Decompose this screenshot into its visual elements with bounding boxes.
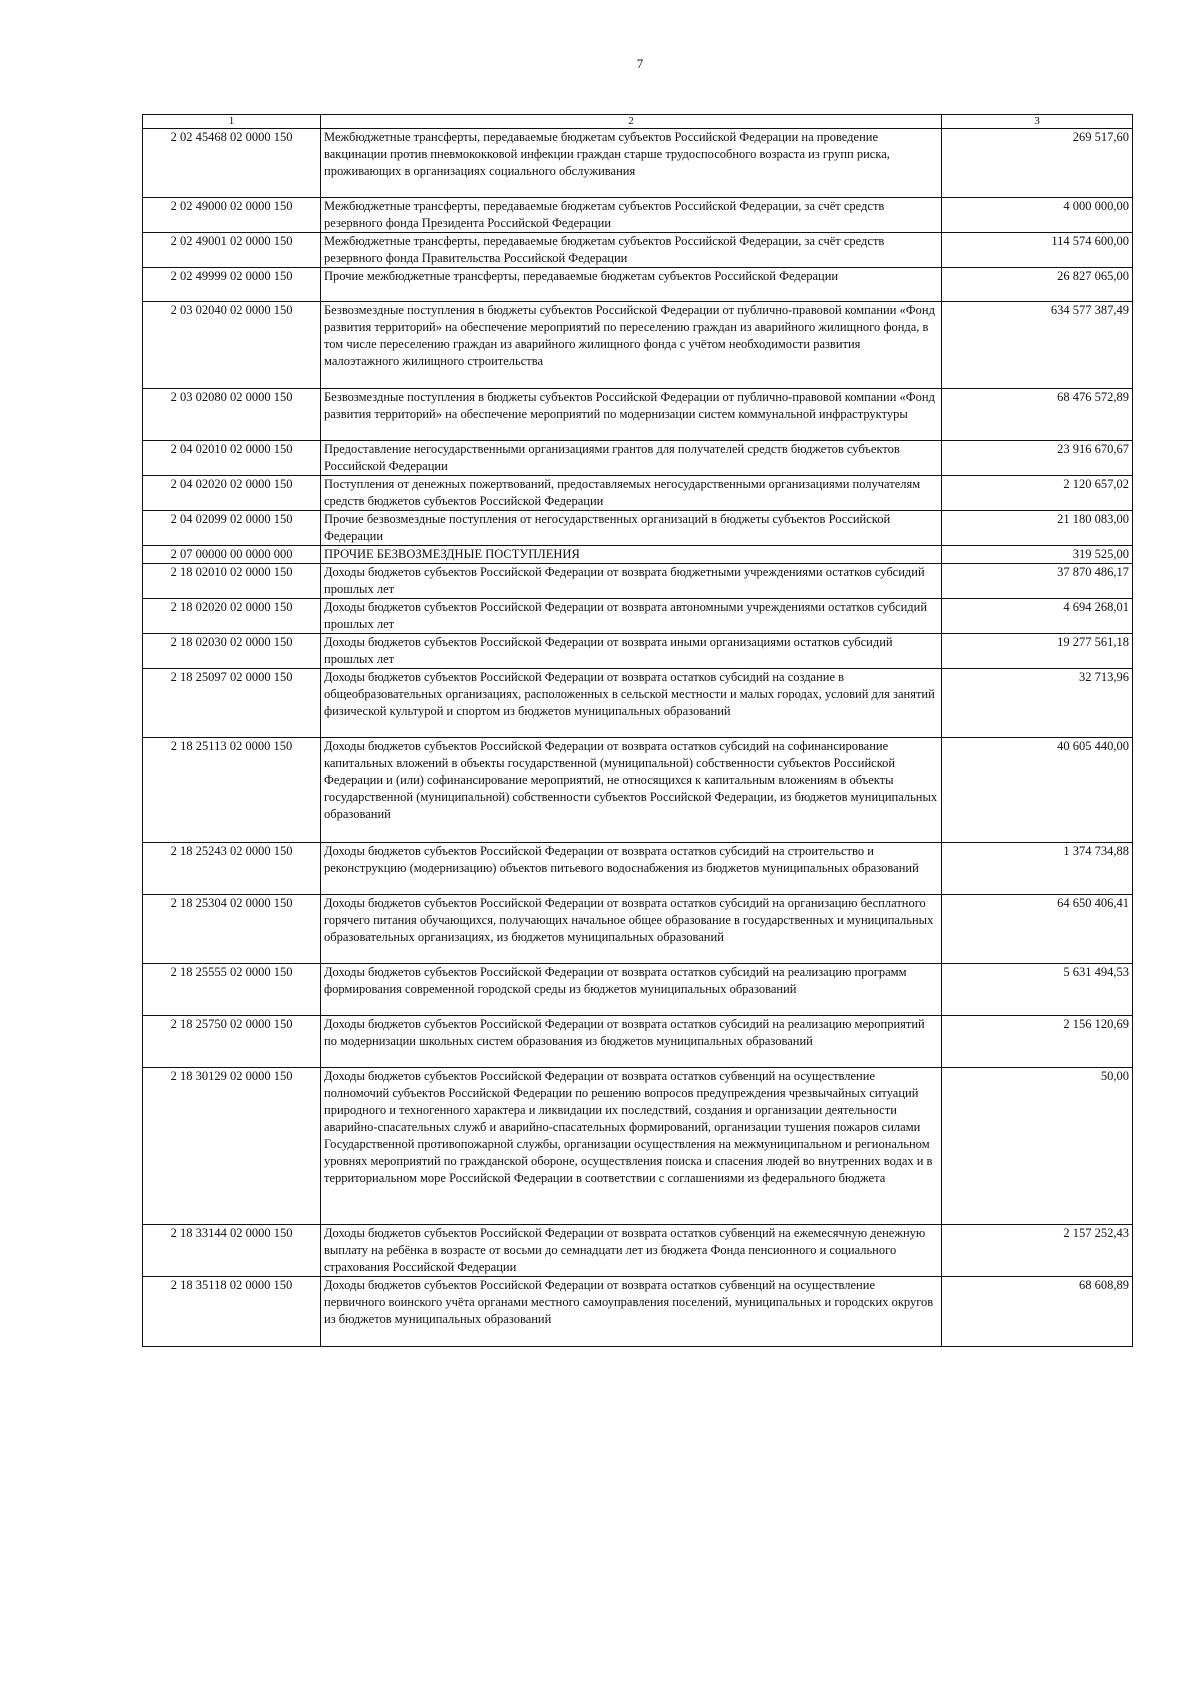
amount-cell: 50,00 (942, 1068, 1133, 1225)
amount-cell: 2 156 120,69 (942, 1016, 1133, 1068)
budget-code-cell: 2 18 25097 02 0000 150 (143, 669, 321, 738)
description-cell: Доходы бюджетов субъектов Российской Федерации от возврата иными организациями остатков субсидий прошлых лет (321, 634, 942, 669)
table-row (143, 268, 1133, 302)
table-row (143, 1225, 1133, 1277)
budget-code-cell: 2 03 02080 02 0000 150 (143, 389, 321, 441)
table-row (143, 564, 1133, 599)
description-cell: Прочие безвозмездные поступления от негосударственных организаций в бюджеты субъектов Российской Федерации (321, 511, 942, 546)
budget-code-cell: 2 18 02030 02 0000 150 (143, 634, 321, 669)
description-cell: Межбюджетные трансферты, передаваемые бюджетам субъектов Российской Федерации, за счёт средств резервного фонда Президента Российской Федерации (321, 198, 942, 233)
description-cell: Доходы бюджетов субъектов Российской Федерации от возврата остатков субсидий на организацию бесплатного горячего питания обучающихся, получающих начальное общее образование в государственных и муниципальных образовательных организациях, из бюджетов муниципальных образований (321, 895, 942, 964)
description-cell: Предоставление негосударственными организациями грантов для получателей средств бюджетов субъектов Российской Федерации (321, 441, 942, 476)
amount-cell: 64 650 406,41 (942, 895, 1133, 964)
table-row (143, 843, 1133, 895)
description-cell: Прочие межбюджетные трансферты, передаваемые бюджетам субъектов Российской Федерации (321, 268, 942, 302)
amount-cell: 1 374 734,88 (942, 843, 1133, 895)
table-row (143, 129, 1133, 198)
amount-cell: 2 120 657,02 (942, 476, 1133, 511)
amount-cell: 4 694 268,01 (942, 599, 1133, 634)
amount-cell: 269 517,60 (942, 129, 1133, 198)
column-header-row (143, 115, 1133, 129)
amount-cell: 114 574 600,00 (942, 233, 1133, 268)
table-row (143, 669, 1133, 738)
budget-code-cell: 2 18 02010 02 0000 150 (143, 564, 321, 599)
amount-cell: 26 827 065,00 (942, 268, 1133, 302)
table-row (143, 546, 1133, 564)
table-row (143, 511, 1133, 546)
budget-code-cell: 2 18 25555 02 0000 150 (143, 964, 321, 1016)
budget-code-cell: 2 18 35118 02 0000 150 (143, 1277, 321, 1347)
table-row (143, 233, 1133, 268)
amount-cell: 23 916 670,67 (942, 441, 1133, 476)
budget-code-cell: 2 18 25243 02 0000 150 (143, 843, 321, 895)
table-row (143, 634, 1133, 669)
budget-revenue-table (142, 114, 1133, 1347)
description-cell: Доходы бюджетов субъектов Российской Федерации от возврата остатков субвенций на осуществление первичного воинского учёта органами местного самоуправления поселений, муниципальных и городских округов из бюджетов муниципальных образований (321, 1277, 942, 1347)
column-header-amount: 3 (942, 115, 1133, 129)
table-row (143, 302, 1133, 389)
table-row (143, 599, 1133, 634)
description-cell: Доходы бюджетов субъектов Российской Федерации от возврата остатков субвенций на ежемесячную денежную выплату на ребёнка в возрасте от восьми до семнадцати лет из бюджета Фонда пенсионного и социального страхования Российской Федерации (321, 1225, 942, 1277)
budget-code-cell: 2 18 33144 02 0000 150 (143, 1225, 321, 1277)
description-cell: Доходы бюджетов субъектов Российской Федерации от возврата бюджетными учреждениями остатков субсидий прошлых лет (321, 564, 942, 599)
description-cell: Доходы бюджетов субъектов Российской Федерации от возврата остатков субсидий на реализацию программ формирования современной городской среды из бюджетов муниципальных образований (321, 964, 942, 1016)
amount-cell: 634 577 387,49 (942, 302, 1133, 389)
description-cell: Поступления от денежных пожертвований, предоставляемых негосударственными организациями получателям средств бюджетов субъектов Российской Федерации (321, 476, 942, 511)
table-row (143, 198, 1133, 233)
amount-cell: 21 180 083,00 (942, 511, 1133, 546)
budget-code-cell: 2 18 02020 02 0000 150 (143, 599, 321, 634)
budget-code-cell: 2 02 49001 02 0000 150 (143, 233, 321, 268)
table-row (143, 441, 1133, 476)
amount-cell: 319 525,00 (942, 546, 1133, 564)
table-row (143, 389, 1133, 441)
amount-cell: 5 631 494,53 (942, 964, 1133, 1016)
table-row (143, 738, 1133, 843)
description-cell: Доходы бюджетов субъектов Российской Федерации от возврата остатков субсидий на реализацию мероприятий по модернизации школьных систем образования из бюджетов муниципальных образований (321, 1016, 942, 1068)
amount-cell: 32 713,96 (942, 669, 1133, 738)
amount-cell: 2 157 252,43 (942, 1225, 1133, 1277)
budget-code-cell: 2 03 02040 02 0000 150 (143, 302, 321, 389)
table-row (143, 1277, 1133, 1347)
description-cell: Доходы бюджетов субъектов Российской Федерации от возврата остатков субсидий на создание в общеобразовательных организациях, расположенных в сельской местности и малых городах, условий для занятий физической культурой и спортом из бюджетов муниципальных образований (321, 669, 942, 738)
description-cell: Безвозмездные поступления в бюджеты субъектов Российской Федерации от публично-правовой компании «Фонд развития территорий» на обеспечение мероприятий по модернизации систем коммунальной инфраструктуры (321, 389, 942, 441)
table-row (143, 1016, 1133, 1068)
table-row (143, 476, 1133, 511)
budget-code-cell: 2 18 25750 02 0000 150 (143, 1016, 321, 1068)
budget-code-cell: 2 02 49000 02 0000 150 (143, 198, 321, 233)
budget-code-cell: 2 04 02020 02 0000 150 (143, 476, 321, 511)
budget-code-cell: 2 04 02099 02 0000 150 (143, 511, 321, 546)
description-cell: Доходы бюджетов субъектов Российской Федерации от возврата автономными учреждениями остатков субсидий прошлых лет (321, 599, 942, 634)
amount-cell: 19 277 561,18 (942, 634, 1133, 669)
table-row (143, 964, 1133, 1016)
budget-code-cell: 2 07 00000 00 0000 000 (143, 546, 321, 564)
table-row (143, 895, 1133, 964)
description-cell: ПРОЧИЕ БЕЗВОЗМЕЗДНЫЕ ПОСТУПЛЕНИЯ (321, 546, 942, 564)
description-cell: Доходы бюджетов субъектов Российской Федерации от возврата остатков субсидий на строительство и реконструкцию (модернизацию) объектов питьевого водоснабжения из бюджетов муниципальных образований (321, 843, 942, 895)
column-header-description: 2 (321, 115, 942, 129)
description-cell: Межбюджетные трансферты, передаваемые бюджетам субъектов Российской Федерации, за счёт средств резервного фонда Правительства Российской Федерации (321, 233, 942, 268)
description-cell: Доходы бюджетов субъектов Российской Федерации от возврата остатков субсидий на софинансирование капитальных вложений в объекты государственной (муниципальной) собственности субъектов Российской Федерации и (или) софинансирование мероприятий, не относящихся к капитальным вложениям в объекты государственной (муниципальной) собственности субъектов Российской Федерации, из бюджетов муниципальных образований (321, 738, 942, 843)
amount-cell: 68 476 572,89 (942, 389, 1133, 441)
column-header-code: 1 (143, 115, 321, 129)
budget-code-cell: 2 02 45468 02 0000 150 (143, 129, 321, 198)
amount-cell: 68 608,89 (942, 1277, 1133, 1347)
description-cell: Доходы бюджетов субъектов Российской Федерации от возврата остатков субвенций на осуществление полномочий субъектов Российской Федерации по решению вопросов предупреждения чрезвычайных ситуаций природного и техногенного характера и ликвидации их последствий, создания и организации деятельности аварийно-спасательных служб и аварийно-спасательных формирований, организации тушения пожаров силами Государственной противопожарной службы, организации осуществления на межмуниципальном и региональном уровнях мероприятий по гражданской обороне, осуществления поиска и спасения людей во внутренних водах и в территориальном море Российской Федерации в соответствии с соглашениями из федерального бюджета (321, 1068, 942, 1225)
budget-code-cell: 2 18 30129 02 0000 150 (143, 1068, 321, 1225)
budget-code-cell: 2 02 49999 02 0000 150 (143, 268, 321, 302)
amount-cell: 40 605 440,00 (942, 738, 1133, 843)
page-number: 7 (636, 56, 644, 71)
budget-code-cell: 2 18 25304 02 0000 150 (143, 895, 321, 964)
table-row (143, 1068, 1133, 1225)
amount-cell: 4 000 000,00 (942, 198, 1133, 233)
budget-code-cell: 2 18 25113 02 0000 150 (143, 738, 321, 843)
amount-cell: 37 870 486,17 (942, 564, 1133, 599)
description-cell: Межбюджетные трансферты, передаваемые бюджетам субъектов Российской Федерации на проведение вакцинации против пневмококковой инфекции граждан старше трудоспособного возраста из групп риска, проживающих в организациях социального обслуживания (321, 129, 942, 198)
budget-code-cell: 2 04 02010 02 0000 150 (143, 441, 321, 476)
description-cell: Безвозмездные поступления в бюджеты субъектов Российской Федерации от публично-правовой компании «Фонд развития территорий» на обеспечение мероприятий по переселению граждан из аварийного жилищного фонда, в том числе переселению граждан из аварийного жилищного фонда с учётом необходимости развития малоэтажного жилищного строительства (321, 302, 942, 389)
